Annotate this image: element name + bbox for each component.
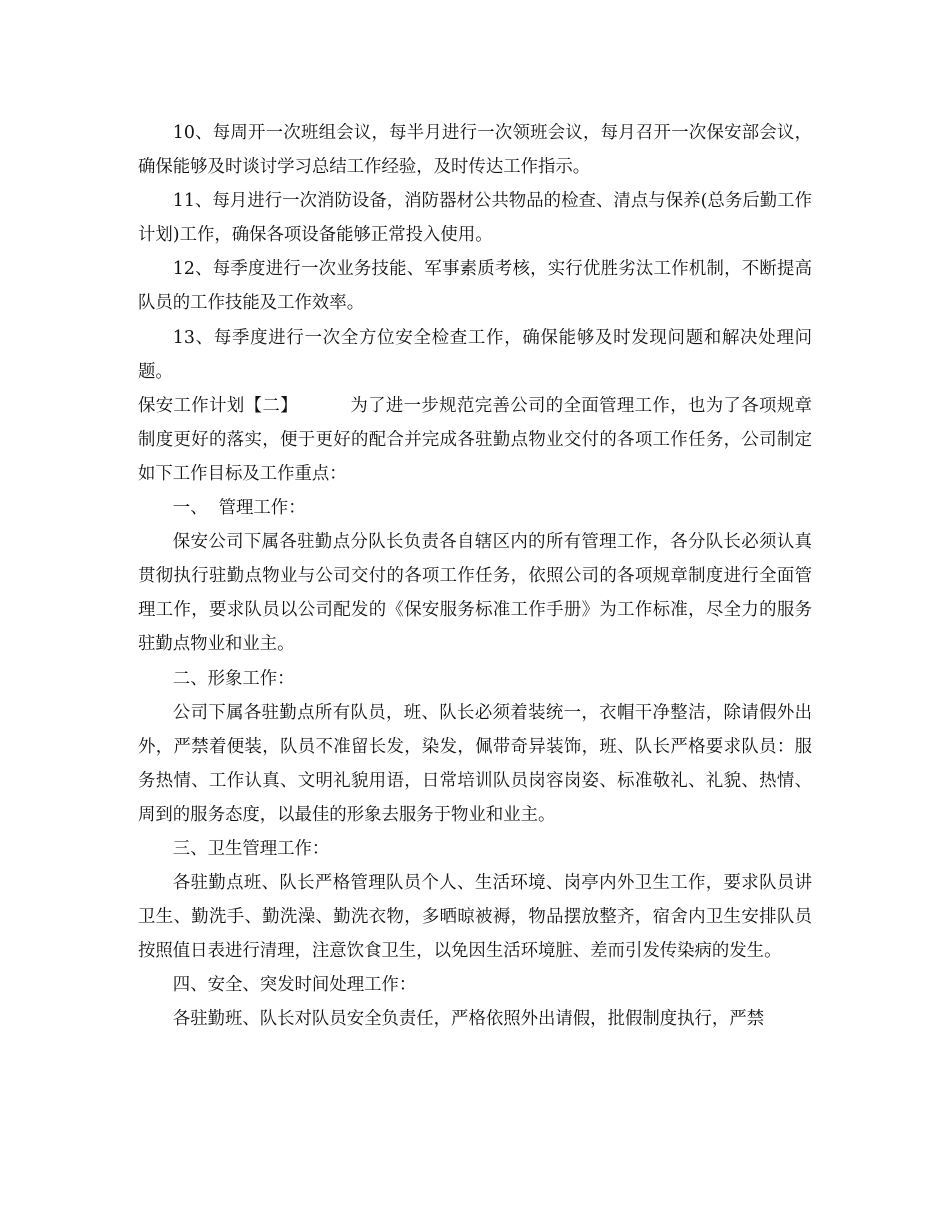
section-heading-safety: 四、安全、突发时间处理工作： xyxy=(172,975,417,996)
section-body-safety: 各驻勤班、队长对队员安全负责任，严格依照外出请假，批假制度执行，严禁 xyxy=(172,1009,765,1030)
section-body-image: 公司下属各驻勤点所有队员，班、队长必须着装统一，衣帽干净整洁，除请假外出外，严禁着便装，队员不准留长发，染发，佩带奇异装饰，班、队长严格要求队员：服务热情、工作认真、文明礼貌用语，日常培训队员岗容岗姿、标准敬礼、礼貌、热情、周到的服务态度，以最佳的形象去服务于物业和业主。 xyxy=(138,702,812,825)
paragraph-item-13: 13、每季度进行一次全方位安全检查工作，确保能够及时发现问题和解决处理问题。 xyxy=(138,327,812,382)
section-body-hygiene: 各驻勤点班、队长严格管理队员个人、生活环境、岗亭内外卫生工作，要求队员讲卫生、勤洗手、勤洗澡、勤洗衣物，多晒晾被褥，物品摆放整齐，宿舍内卫生安排队员按照值日表进行清理，注意饮食卫生，以免因生活环境脏、差而引发传染病的发生。 xyxy=(138,873,812,962)
plan-two-intro: 为了进一步规范完善公司的全面管理工作，也为了各项规章制度更好的落实，便于更好的配合并完成各驻勤点物业交付的各项工作任务，公司制定如下工作目标及工作重点： xyxy=(138,395,812,484)
paragraph-item-11: 11、每月进行一次消防设备，消防器材公共物品的检查、清点与保养(总务后勤工作计划)工作，确保各项设备能够正常投入使用。 xyxy=(138,191,812,246)
section-heading-hygiene: 三、卫生管理工作： xyxy=(172,838,330,859)
plan-two-paragraph xyxy=(138,389,812,491)
plan-two-title: 保安工作计划【二】 xyxy=(138,395,298,416)
paragraph-item-12: 12、每季度进行一次业务技能、军事素质考核，实行优胜劣汰工作机制，不断提高队员的工作技能及工作效率。 xyxy=(138,259,812,314)
section-body-management: 保安公司下属各驻勤点分队长负责各自辖区内的所有管理工作，各分队长必须认真贯彻执行驻勤点物业与公司交付的各项工作任务，依照公司的各项规章制度进行全面管理工作，要求队员以公司配发的《保安服务标准工作手册》为工作标准，尽全力的服务驻勤点物业和业主。 xyxy=(138,532,812,655)
section-heading-management: 一、 管理工作： xyxy=(172,498,306,519)
document-page xyxy=(138,116,812,1037)
paragraph-item-10: 10、每周开一次班组会议，每半月进行一次领班会议，每月召开一次保安部会议，确保能够及时谈讨学习总结工作经验，及时传达工作指示。 xyxy=(138,123,812,178)
section-heading-image: 二、形象工作： xyxy=(172,668,295,689)
